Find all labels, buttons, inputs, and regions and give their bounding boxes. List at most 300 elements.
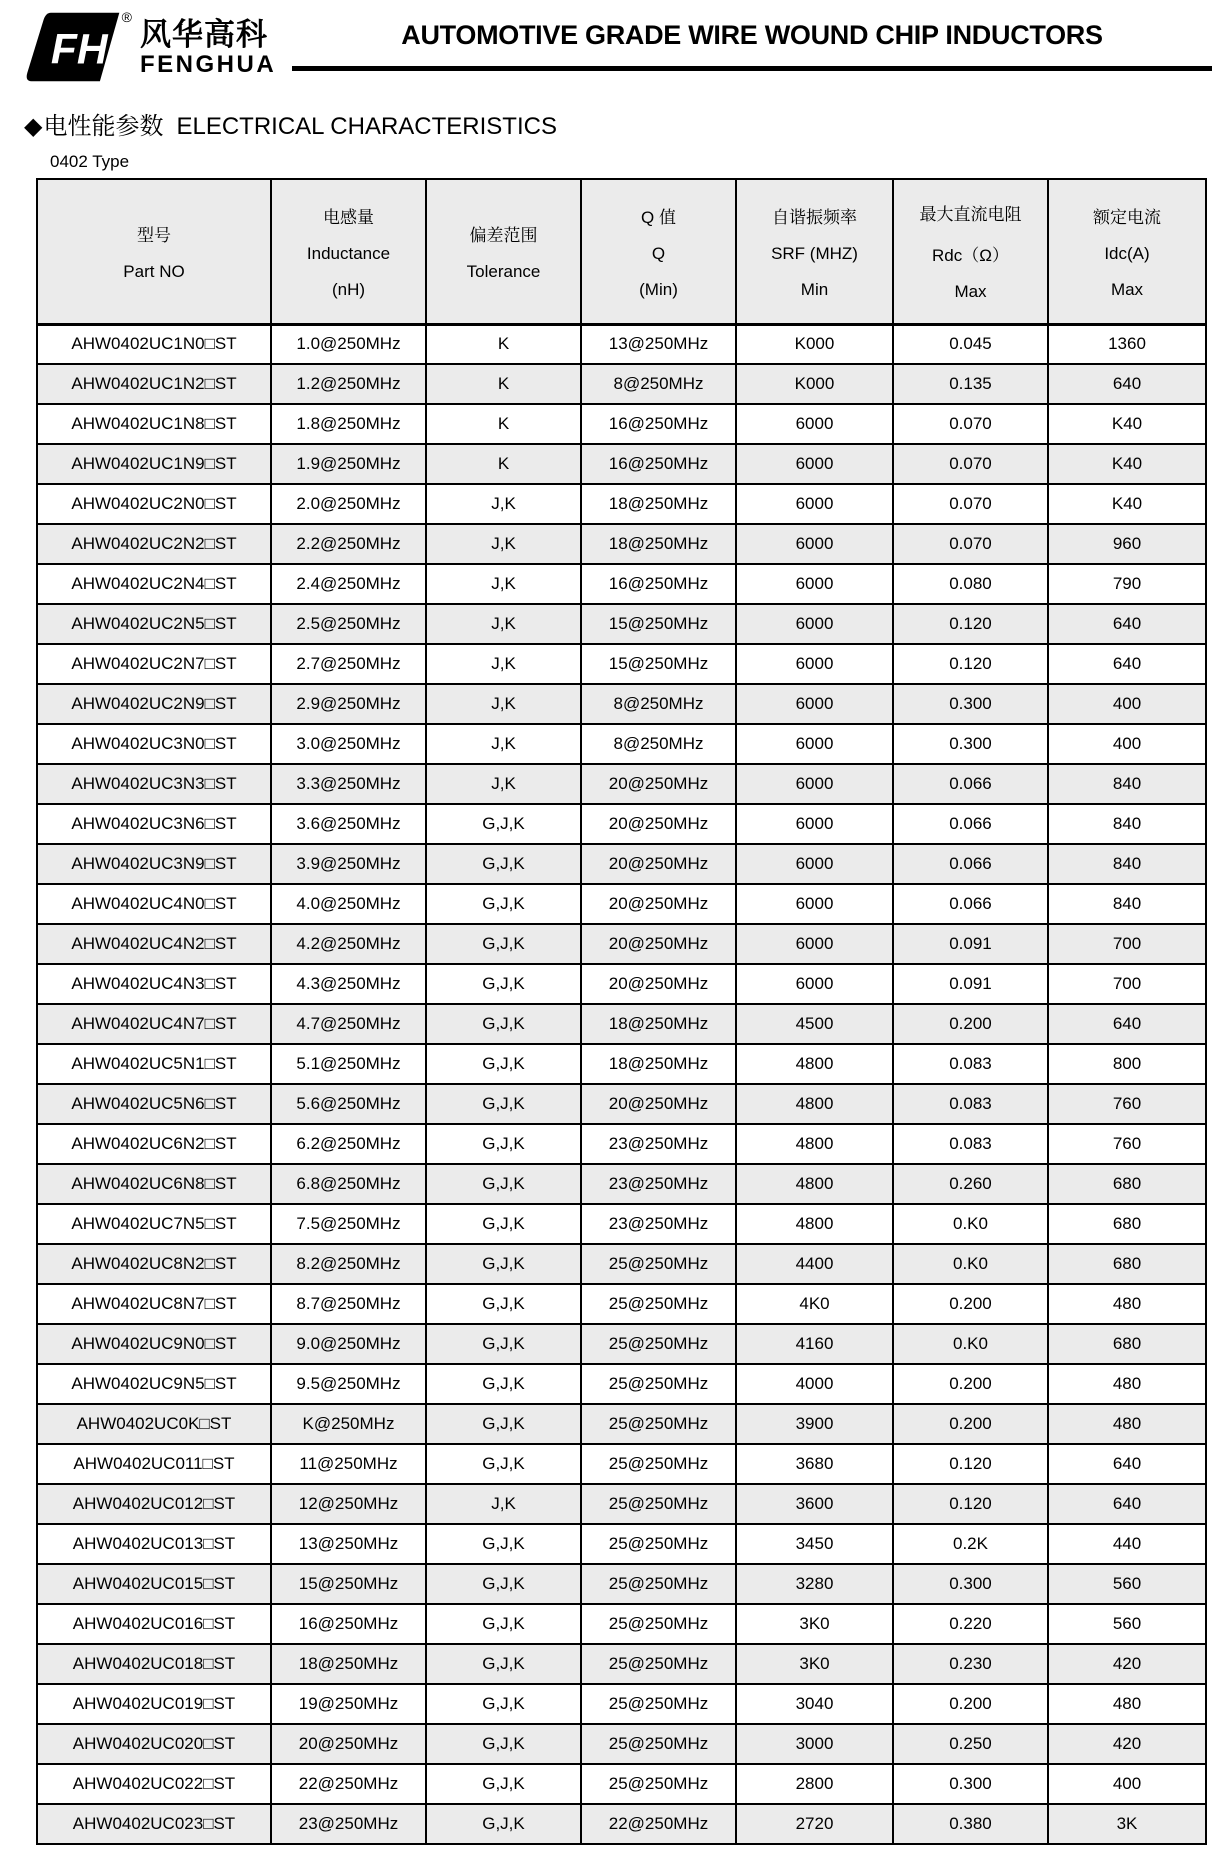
table-cell: 15@250MHz (271, 1564, 426, 1604)
table-cell: G,J,K (426, 884, 581, 924)
table-row (37, 1404, 1206, 1444)
table-cell: AHW0402UC1N9□ST (37, 444, 271, 484)
table-row (37, 404, 1206, 444)
table-cell: 0.091 (893, 924, 1048, 964)
col-header-line: Part NO (123, 261, 185, 281)
col-header-tolerance (426, 179, 581, 324)
table-cell: K40 (1048, 404, 1206, 444)
table-cell: 18@250MHz (581, 1044, 736, 1084)
table-cell: 0.200 (893, 1404, 1048, 1444)
col-header-line: 最大直流电阻 (919, 205, 1022, 225)
table-cell: 4.7@250MHz (271, 1004, 426, 1044)
table-cell: 0.200 (893, 1284, 1048, 1324)
table-cell: 3450 (736, 1524, 893, 1564)
section-title-en: ELECTRICAL CHARACTERISTICS (176, 113, 557, 140)
table-cell: 18@250MHz (581, 484, 736, 524)
brand-text (140, 10, 276, 84)
table-cell: 2.5@250MHz (271, 604, 426, 644)
table-cell: G,J,K (426, 1324, 581, 1364)
table-cell: 0.2K (893, 1524, 1048, 1564)
table-cell: G,J,K (426, 1204, 581, 1244)
col-header-part-no (37, 179, 271, 324)
table-row (37, 604, 1206, 644)
section-heading (24, 111, 1220, 143)
table-cell: AHW0402UC2N0□ST (37, 484, 271, 524)
table-cell: 19@250MHz (271, 1684, 426, 1724)
table-cell: AHW0402UC4N3□ST (37, 964, 271, 1004)
table-cell: 25@250MHz (581, 1484, 736, 1524)
table-cell: 16@250MHz (271, 1604, 426, 1644)
table-cell: 25@250MHz (581, 1284, 736, 1324)
table-cell: 20@250MHz (581, 884, 736, 924)
table-row (37, 844, 1206, 884)
brand (20, 10, 292, 84)
table-cell: 840 (1048, 804, 1206, 844)
table-cell: 0.200 (893, 1004, 1048, 1044)
table-cell: 1.9@250MHz (271, 444, 426, 484)
table-cell: 0.300 (893, 684, 1048, 724)
table-cell: G,J,K (426, 1244, 581, 1284)
col-header-line: SRF (MHZ) (771, 243, 858, 263)
table-cell: J,K (426, 604, 581, 644)
table-cell: AHW0402UC4N2□ST (37, 924, 271, 964)
table-cell: 640 (1048, 1484, 1206, 1524)
electrical-characteristics-table (36, 178, 1207, 1845)
table-cell: 25@250MHz (581, 1404, 736, 1444)
col-header-line: Min (800, 279, 829, 299)
col-header-line: Max (954, 282, 987, 302)
table-row (37, 1244, 1206, 1284)
col-header-line: (Min) (639, 279, 678, 299)
col-header-line: Rdc（Ω） (932, 246, 1009, 266)
table-cell: AHW0402UC6N8□ST (37, 1164, 271, 1204)
table-cell: 12@250MHz (271, 1484, 426, 1524)
table-cell: 25@250MHz (581, 1724, 736, 1764)
table-cell: 6000 (736, 564, 893, 604)
table-cell: G,J,K (426, 1684, 581, 1724)
table-cell: 18@250MHz (581, 524, 736, 564)
table-cell: 2.7@250MHz (271, 644, 426, 684)
table-cell: 640 (1048, 364, 1206, 404)
table-cell: 23@250MHz (271, 1804, 426, 1844)
table-cell: 3.3@250MHz (271, 764, 426, 804)
table-cell: AHW0402UC012□ST (37, 1484, 271, 1524)
table-cell: G,J,K (426, 1164, 581, 1204)
table-cell: 680 (1048, 1244, 1206, 1284)
table-row (37, 924, 1206, 964)
col-header-line: Inductance (306, 243, 391, 263)
table-row (37, 884, 1206, 924)
table-cell: 3280 (736, 1564, 893, 1604)
table-cell: J,K (426, 764, 581, 804)
table-cell: AHW0402UC011□ST (37, 1444, 271, 1484)
table-cell: AHW0402UC6N2□ST (37, 1124, 271, 1164)
table-cell: K (426, 444, 581, 484)
table-cell: 400 (1048, 684, 1206, 724)
table-cell: 23@250MHz (581, 1164, 736, 1204)
table-cell: 0.083 (893, 1124, 1048, 1164)
table-cell: G,J,K (426, 844, 581, 884)
table-cell: 0.200 (893, 1684, 1048, 1724)
table-row (37, 444, 1206, 484)
table-cell: 3040 (736, 1684, 893, 1724)
table-cell: 4.0@250MHz (271, 884, 426, 924)
table-cell: 6000 (736, 484, 893, 524)
table-cell: G,J,K (426, 1604, 581, 1644)
page-title: AUTOMOTIVE GRADE WIRE WOUND CHIP INDUCTORS (401, 20, 1103, 50)
table-cell: 0.083 (893, 1084, 1048, 1124)
type-label: 0402 Type (50, 152, 130, 171)
table-cell: 20@250MHz (581, 924, 736, 964)
table-row (37, 1084, 1206, 1124)
table-cell: 4K0 (736, 1284, 893, 1324)
table-cell: AHW0402UC9N0□ST (37, 1324, 271, 1364)
table-row (37, 1604, 1206, 1644)
table-cell: 0.120 (893, 604, 1048, 644)
table-cell: G,J,K (426, 1564, 581, 1604)
table-cell: 1.8@250MHz (271, 404, 426, 444)
table-cell: G,J,K (426, 804, 581, 844)
table-cell: 16@250MHz (581, 444, 736, 484)
diamond-icon: ◆ (24, 113, 43, 140)
table-cell: AHW0402UC1N8□ST (37, 404, 271, 444)
table-cell: AHW0402UC2N2□ST (37, 524, 271, 564)
table-cell: 0.120 (893, 1444, 1048, 1484)
table-cell: 6000 (736, 764, 893, 804)
table-cell: AHW0402UC8N2□ST (37, 1244, 271, 1284)
table-cell: 3600 (736, 1484, 893, 1524)
table-cell: 6000 (736, 404, 893, 444)
table-cell: 9.0@250MHz (271, 1324, 426, 1364)
table-cell: 6000 (736, 724, 893, 764)
table-cell: AHW0402UC015□ST (37, 1564, 271, 1604)
table-cell: 480 (1048, 1684, 1206, 1724)
table-cell: 0.260 (893, 1164, 1048, 1204)
table-cell: 8@250MHz (581, 364, 736, 404)
table-cell: 3000 (736, 1724, 893, 1764)
table-cell: 1.0@250MHz (271, 324, 426, 364)
table-cell: 3.6@250MHz (271, 804, 426, 844)
table-cell: 9.5@250MHz (271, 1364, 426, 1404)
table-row (37, 484, 1206, 524)
table-row (37, 1004, 1206, 1044)
table-cell: 2.4@250MHz (271, 564, 426, 604)
fenghua-logo-icon (20, 9, 132, 84)
table-cell: 560 (1048, 1604, 1206, 1644)
table-cell: 1.2@250MHz (271, 364, 426, 404)
table-cell: J,K (426, 484, 581, 524)
table-cell: 0.220 (893, 1604, 1048, 1644)
table-cell: 840 (1048, 764, 1206, 804)
table-cell: 23@250MHz (581, 1124, 736, 1164)
col-header-line: 电感量 (323, 207, 374, 227)
table-row (37, 1164, 1206, 1204)
table-row (37, 1524, 1206, 1564)
table-cell: 13@250MHz (581, 324, 736, 364)
table-cell: 15@250MHz (581, 644, 736, 684)
table-cell: 0.066 (893, 764, 1048, 804)
table-cell: AHW0402UC1N0□ST (37, 324, 271, 364)
table-row (37, 724, 1206, 764)
table-cell: AHW0402UC0K□ST (37, 1404, 271, 1444)
table-cell: K@250MHz (271, 1404, 426, 1444)
table-row (37, 1044, 1206, 1084)
table-row (37, 1484, 1206, 1524)
table-cell: 640 (1048, 1004, 1206, 1044)
table-row (37, 524, 1206, 564)
brand-name-en: FENGHUA (140, 51, 277, 79)
table-body (37, 324, 1206, 1844)
table-cell: 0.070 (893, 484, 1048, 524)
table-cell: 0.070 (893, 404, 1048, 444)
table-cell: 0.200 (893, 1364, 1048, 1404)
table-cell: 0.070 (893, 524, 1048, 564)
table-header-row (37, 179, 1206, 324)
table-cell: 2720 (736, 1804, 893, 1844)
table-cell: G,J,K (426, 1804, 581, 1844)
table-cell: G,J,K (426, 964, 581, 1004)
table-cell: 18@250MHz (581, 1004, 736, 1044)
col-header-line: Q 值 (641, 207, 676, 227)
table-cell: AHW0402UC3N9□ST (37, 844, 271, 884)
table-cell: 6000 (736, 964, 893, 1004)
table-row (37, 1564, 1206, 1604)
table-cell: AHW0402UC022□ST (37, 1764, 271, 1804)
col-header-line: Idc(A) (1104, 243, 1150, 263)
table-cell: 640 (1048, 644, 1206, 684)
table-cell: 3K (1048, 1804, 1206, 1844)
table-cell: 25@250MHz (581, 1444, 736, 1484)
table-cell: 480 (1048, 1404, 1206, 1444)
table-cell: G,J,K (426, 1644, 581, 1684)
table-cell: G,J,K (426, 1004, 581, 1044)
table-cell: 5.1@250MHz (271, 1044, 426, 1084)
table-cell: AHW0402UC5N6□ST (37, 1084, 271, 1124)
table-cell: 0.250 (893, 1724, 1048, 1764)
table-row (37, 1644, 1206, 1684)
table-cell: 2800 (736, 1764, 893, 1804)
table-row (37, 964, 1206, 1004)
table-cell: 560 (1048, 1564, 1206, 1604)
col-header-rdc (893, 179, 1048, 324)
table-cell: G,J,K (426, 1284, 581, 1324)
table-cell: G,J,K (426, 1044, 581, 1084)
table-cell: K000 (736, 324, 893, 364)
table-cell: 0.380 (893, 1804, 1048, 1844)
table-row (37, 1724, 1206, 1764)
doc-header (0, 0, 1220, 84)
table-cell: 640 (1048, 1444, 1206, 1484)
table-cell: 13@250MHz (271, 1524, 426, 1564)
table-cell: AHW0402UC016□ST (37, 1604, 271, 1644)
table-cell: J,K (426, 684, 581, 724)
table-cell: 25@250MHz (581, 1244, 736, 1284)
table-cell: 22@250MHz (271, 1764, 426, 1804)
table-cell: AHW0402UC2N7□ST (37, 644, 271, 684)
table-cell: 0.K0 (893, 1324, 1048, 1364)
table-cell: 8@250MHz (581, 684, 736, 724)
title-block (292, 10, 1212, 71)
table-cell: AHW0402UC2N5□ST (37, 604, 271, 644)
table-cell: 4400 (736, 1244, 893, 1284)
table-cell: 4160 (736, 1324, 893, 1364)
table-cell: 0.066 (893, 844, 1048, 884)
table-cell: 25@250MHz (581, 1644, 736, 1684)
table-cell: 4500 (736, 1004, 893, 1044)
table-cell: 3.0@250MHz (271, 724, 426, 764)
table-row (37, 1204, 1206, 1244)
table-cell: 700 (1048, 924, 1206, 964)
table-cell: 480 (1048, 1364, 1206, 1404)
table-cell: 680 (1048, 1324, 1206, 1364)
col-header-line: Max (1110, 279, 1144, 299)
table-cell: J,K (426, 724, 581, 764)
table-row (37, 364, 1206, 404)
table-cell: 6000 (736, 684, 893, 724)
table-row (37, 1804, 1206, 1844)
table-cell: 6000 (736, 804, 893, 844)
table-cell: 20@250MHz (581, 764, 736, 804)
table-cell: 8.2@250MHz (271, 1244, 426, 1284)
table-row (37, 644, 1206, 684)
table-cell: 4.3@250MHz (271, 964, 426, 1004)
section-title-cn: 电性能参数 (43, 113, 164, 140)
table-cell: 23@250MHz (581, 1204, 736, 1244)
table-cell: 0.120 (893, 644, 1048, 684)
table-cell: AHW0402UC2N9□ST (37, 684, 271, 724)
table-cell: AHW0402UC4N7□ST (37, 1004, 271, 1044)
table-cell: AHW0402UC018□ST (37, 1644, 271, 1684)
table-cell: AHW0402UC9N5□ST (37, 1364, 271, 1404)
col-header-line: (nH) (331, 279, 366, 299)
table-cell: K40 (1048, 484, 1206, 524)
table-cell: 20@250MHz (271, 1724, 426, 1764)
table-cell: 25@250MHz (581, 1764, 736, 1804)
table-cell: 25@250MHz (581, 1364, 736, 1404)
col-header-line: 型号 (137, 225, 171, 245)
table-cell: 3K0 (736, 1644, 893, 1684)
table-row (37, 324, 1206, 364)
table-cell: K40 (1048, 444, 1206, 484)
table-row (37, 1444, 1206, 1484)
table-cell: AHW0402UC7N5□ST (37, 1204, 271, 1244)
table-cell: AHW0402UC3N0□ST (37, 724, 271, 764)
table-cell: 25@250MHz (581, 1564, 736, 1604)
table-cell: 4.2@250MHz (271, 924, 426, 964)
col-header-srf (736, 179, 893, 324)
table-cell: G,J,K (426, 1404, 581, 1444)
table-cell: 0.K0 (893, 1204, 1048, 1244)
table-cell: G,J,K (426, 1724, 581, 1764)
table-cell: 760 (1048, 1084, 1206, 1124)
registered-mark: ® (121, 9, 132, 25)
table-cell: 25@250MHz (581, 1524, 736, 1564)
table-cell: 8@250MHz (581, 724, 736, 764)
table-row (37, 1684, 1206, 1724)
table-cell: 20@250MHz (581, 964, 736, 1004)
table-cell: 4800 (736, 1044, 893, 1084)
table-cell: 4800 (736, 1124, 893, 1164)
table-cell: 3680 (736, 1444, 893, 1484)
table-cell: G,J,K (426, 1524, 581, 1564)
table-cell: G,J,K (426, 1124, 581, 1164)
col-header-line: Q (651, 243, 666, 263)
table-cell: G,J,K (426, 924, 581, 964)
table-cell: 16@250MHz (581, 564, 736, 604)
table-cell: 20@250MHz (581, 844, 736, 884)
table-row (37, 564, 1206, 604)
table-cell: 4800 (736, 1084, 893, 1124)
table-cell: 6000 (736, 924, 893, 964)
table-cell: 400 (1048, 1764, 1206, 1804)
svg-text:FH: FH (50, 25, 108, 74)
table-cell: AHW0402UC8N7□ST (37, 1284, 271, 1324)
table-cell: AHW0402UC023□ST (37, 1804, 271, 1844)
table-cell: AHW0402UC2N4□ST (37, 564, 271, 604)
table-row (37, 1124, 1206, 1164)
table-cell: 840 (1048, 844, 1206, 884)
table-cell: 3.9@250MHz (271, 844, 426, 884)
table-row (37, 1284, 1206, 1324)
col-header-line: 自谐振频率 (772, 207, 857, 227)
col-header-idc (1048, 179, 1206, 324)
table-cell: 0.300 (893, 724, 1048, 764)
table-cell: J,K (426, 644, 581, 684)
table-row (37, 764, 1206, 804)
table-cell: 800 (1048, 1044, 1206, 1084)
table-cell: 2.2@250MHz (271, 524, 426, 564)
table-cell: 400 (1048, 724, 1206, 764)
col-header-line: 偏差范围 (469, 225, 538, 245)
table-cell: 4800 (736, 1204, 893, 1244)
table-cell: 0.066 (893, 804, 1048, 844)
table-cell: 790 (1048, 564, 1206, 604)
col-header-q (581, 179, 736, 324)
table-cell: 11@250MHz (271, 1444, 426, 1484)
table-cell: 25@250MHz (581, 1604, 736, 1644)
table-cell: 7.5@250MHz (271, 1204, 426, 1244)
table-cell: 6000 (736, 884, 893, 924)
table-row (37, 1324, 1206, 1364)
table-row (37, 1764, 1206, 1804)
table-cell: 680 (1048, 1204, 1206, 1244)
table-cell: K (426, 364, 581, 404)
table-cell: 6000 (736, 844, 893, 884)
table-cell: AHW0402UC5N1□ST (37, 1044, 271, 1084)
table-cell: 0.K0 (893, 1244, 1048, 1284)
table-cell: 25@250MHz (581, 1684, 736, 1724)
table-cell: 8.7@250MHz (271, 1284, 426, 1324)
table-cell: J,K (426, 564, 581, 604)
table-cell: 6.2@250MHz (271, 1124, 426, 1164)
table-cell: 0.080 (893, 564, 1048, 604)
table-cell: AHW0402UC020□ST (37, 1724, 271, 1764)
table-cell: G,J,K (426, 1764, 581, 1804)
table-cell: 4000 (736, 1364, 893, 1404)
table-cell: 0.070 (893, 444, 1048, 484)
table-cell: 440 (1048, 1524, 1206, 1564)
table-cell: 0.230 (893, 1644, 1048, 1684)
table-cell: 1360 (1048, 324, 1206, 364)
table-cell: AHW0402UC1N2□ST (37, 364, 271, 404)
brand-name-cn: 风华高科 (140, 17, 268, 52)
table-header (37, 179, 1206, 324)
header-rule (292, 66, 1212, 71)
table-cell: AHW0402UC3N3□ST (37, 764, 271, 804)
table-cell: K (426, 404, 581, 444)
table-row (37, 1364, 1206, 1404)
table-cell: 0.300 (893, 1764, 1048, 1804)
